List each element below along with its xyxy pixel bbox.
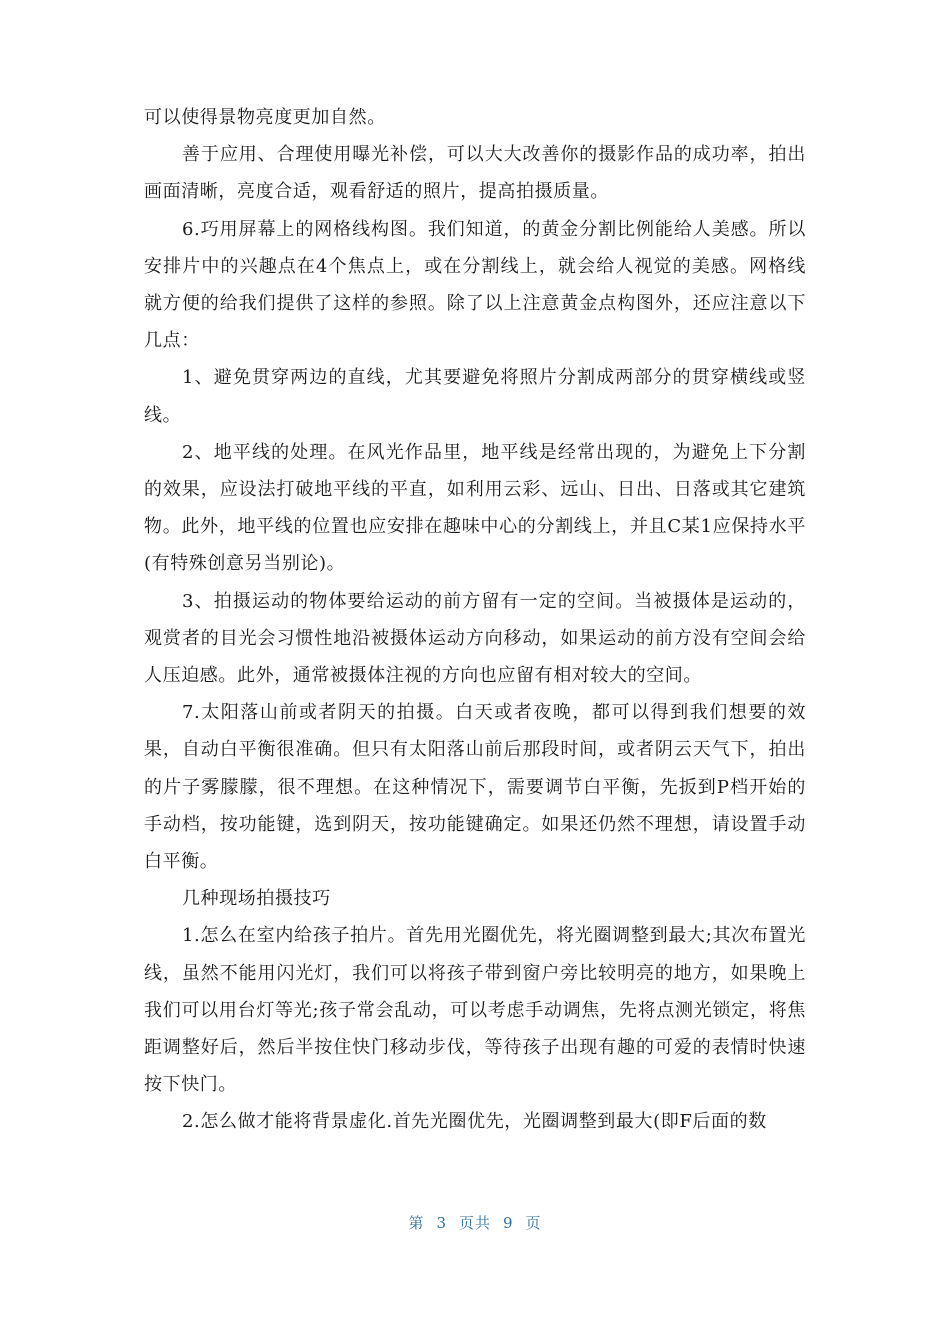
paragraph-5: 2、地平线的处理。在风光作品里，地平线是经常出现的，为避免上下分割的效果，应设法打破地平线的平直，如利用云彩、远山、日出、日落或其它建筑物。此外，地平线的位置也应安排在趣味中心的分割线上，并且C某1应保持水平(有特殊创意另当别论)。 — [144, 441, 806, 575]
footer-prefix: 第 — [408, 1214, 425, 1232]
paragraph-3: 6.巧用屏幕上的网格线构图。我们知道，的黄金分割比例能给人美感。所以安排片中的兴趣点在4个焦点上，或在分割线上，就会给人视觉的美感。网格线就方便的给我们提供了这样的参照。除了以上注意黄金点构图外，还应注意以下几点： — [144, 218, 806, 352]
page-number-footer — [0, 1212, 950, 1233]
section-heading: 几种现场拍摄技巧 — [182, 888, 331, 910]
paragraph-2: 善于应用、合理使用曝光补偿，可以大大改善你的摄影作品的成功率，拍出画面清晰，亮度合适，观看舒适的照片，提高拍摄质量。 — [144, 144, 806, 203]
footer-total-pages: 9 — [503, 1214, 514, 1232]
footer-suffix: 页 — [525, 1214, 542, 1232]
footer-current-page: 3 — [436, 1214, 447, 1232]
paragraph-9: 2.怎么做才能将背景虚化.首先光圈优先，光圈调整到最大(即F后面的数 — [182, 1111, 767, 1133]
paragraph-7: 7.太阳落山前或者阴天的拍摄。白天或者夜晚，都可以得到我们想要的效果，自动白平衡很准确。但只有太阳落山前后那段时间，或者阴云天气下，拍出的片子雾朦朦，很不理想。在这种情况下，需要调节白平衡，先扳到P档开始的手动档，按功能键，选到阴天，按功能键确定。如果还仍然不理想，请设置手动白平衡。 — [144, 702, 806, 873]
document-body — [144, 99, 806, 1141]
footer-middle: 页共 — [458, 1214, 491, 1232]
paragraph-6: 3、拍摄运动的物体要给运动的前方留有一定的空间。当被摄体是运动的，观赏者的目光会习惯性地沿被摄体运动方向移动，如果运动的前方没有空间会给人压迫感。此外，通常被摄体注视的方向也应留有相对较大的空间。 — [144, 590, 806, 687]
paragraph-1: 可以使得景物亮度更加自然。 — [144, 107, 386, 128]
paragraph-8: 1.怎么在室内给孩子拍片。首先用光圈优先，将光圈调整到最大;其次布置光线，虽然不能用闪光灯，我们可以将孩子带到窗户旁比较明亮的地方，如果晚上我们可以用台灯等光;孩子常会乱动，可以考虑手动调焦，先将点测光锁定，将焦距调整好后，然后半按住快门移动步伐，等待孩子出现有趣的可爱的表情时快速按下快门。 — [144, 925, 806, 1096]
paragraph-4: 1、避免贯穿两边的直线，尤其要避免将照片分割成两部分的贯穿横线或竖线。 — [144, 367, 806, 426]
